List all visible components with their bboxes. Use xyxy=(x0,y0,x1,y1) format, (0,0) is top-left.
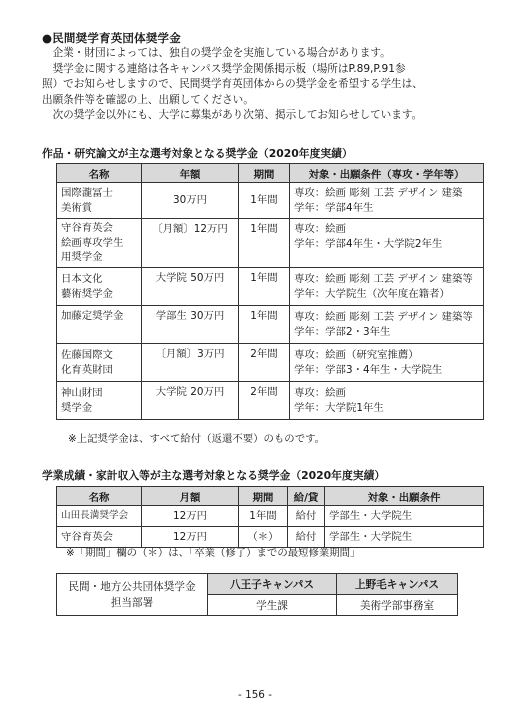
table-row xyxy=(57,382,484,420)
col-period: 期間 xyxy=(239,487,288,506)
section1-title: 作品・研究論文が主な選考対象となる奨学金（2020年度実績） xyxy=(42,147,353,160)
row-amount: 〔月額〕12万円 xyxy=(142,219,239,268)
section2-note: ※「期間」欄の（＊）は、「卒業（修了）までの最短修業期間」 xyxy=(66,547,361,559)
table-row xyxy=(57,344,484,382)
office-campus-hachioji: 八王子キャンパス xyxy=(208,574,337,595)
row-name: 国際瀧冨士 美術賞 xyxy=(57,183,142,219)
office-row-header xyxy=(57,574,458,595)
col-period: 期間 xyxy=(239,164,290,183)
row-amount: 大学院 50万円 xyxy=(142,268,239,306)
row-amount: 〔月額〕3万円 xyxy=(142,344,239,382)
row-conditions: 専攻：絵画（研究室推薦） 学年：学部3・4年生・大学院生 xyxy=(290,344,484,382)
row-conditions: 学部生・大学院生 xyxy=(325,506,484,527)
col-type: 給/貸 xyxy=(288,487,325,506)
row-amount: 学部生 30万円 xyxy=(142,306,239,344)
intro-paragraph-2c: 出願条件等を確認の上、出願してください。 xyxy=(42,93,254,106)
intro-paragraph-2b: 照）でお知らせしますので、民間奨学育英団体からの奨学金を希望する学生は、 xyxy=(42,78,423,91)
table-row xyxy=(57,306,484,344)
col-conditions: 対象・出願条件（専攻・学年等） xyxy=(290,164,484,183)
row-period: 2年間 xyxy=(239,344,290,382)
office-dept-kaminoge: 美術学部事務室 xyxy=(337,595,458,616)
col-name: 名称 xyxy=(57,164,142,183)
intro-paragraph-1: 企業・財団によっては、独自の奨学金を実施している場合があります。 xyxy=(52,47,391,59)
table-header-row xyxy=(57,487,484,506)
page-number: - 156 - xyxy=(238,689,272,701)
row-conditions: 専攻：絵画 彫刻 工芸 デザイン 建築 学年：学部4年生 xyxy=(290,183,484,219)
row-name: 佐藤国際文 化育英財団 xyxy=(57,344,142,382)
row-name: 加藤定奨学金 xyxy=(57,306,142,344)
row-type: 給付 xyxy=(288,527,325,548)
row-name: 守谷育英会 xyxy=(57,527,142,548)
row-period: 1年間 xyxy=(239,268,290,306)
row-name: 山田長満奨学会 xyxy=(57,506,142,527)
row-amount: 12万円 xyxy=(142,527,239,548)
col-amount: 年額 xyxy=(142,164,239,183)
row-period: 1年間 xyxy=(239,219,290,268)
table-row xyxy=(57,506,484,527)
office-dept-hachioji: 学生課 xyxy=(208,595,337,616)
row-conditions: 学部生・大学院生 xyxy=(325,527,484,548)
table-row xyxy=(57,183,484,219)
row-type: 給付 xyxy=(288,506,325,527)
intro-paragraph-3: 次の奨学金以外にも、大学に募集があり次第、掲示してお知らせしています。 xyxy=(52,109,423,122)
office-table xyxy=(56,573,458,616)
row-conditions: 専攻：絵画 学年：大学院1年生 xyxy=(290,382,484,420)
intro-paragraph-2a: 奨学金に関する連絡は各キャンパス奨学金関係掲示板（場所はP.89,P.91参 xyxy=(52,62,406,75)
row-name: 神山財団 奨学金 xyxy=(57,382,142,420)
section1-note: ※上記奨学金は、すべて給付（返還不要）のものです。 xyxy=(68,433,326,445)
table-header-row xyxy=(57,164,484,183)
row-conditions: 専攻：絵画 彫刻 工芸 デザイン 建築等 学年：大学院生（次年度在籍者） xyxy=(290,268,484,306)
row-conditions: 専攻：絵画 学年：学部4年生・大学院2年生 xyxy=(290,219,484,268)
office-campus-kaminoge: 上野毛キャンパス xyxy=(337,574,458,595)
row-amount: 大学院 20万円 xyxy=(142,382,239,420)
scholarship-table-works xyxy=(56,163,484,420)
row-name: 日本文化 藝術奨学金 xyxy=(57,268,142,306)
row-conditions: 専攻：絵画 彫刻 工芸 デザイン 建築等 学年：学部2・3年生 xyxy=(290,306,484,344)
row-period: 1年間 xyxy=(239,506,288,527)
office-label: 民間・地方公共団体奨学金 担当部署 xyxy=(57,574,208,616)
row-period: 2年間 xyxy=(239,382,290,420)
section-heading: ●民間奨学育英団体奨学金 xyxy=(42,31,181,45)
row-period: 1年間 xyxy=(239,306,290,344)
col-conditions: 対象・出願条件 xyxy=(325,487,484,506)
col-name: 名称 xyxy=(57,487,142,506)
row-period: （＊） xyxy=(239,527,288,548)
table-row xyxy=(57,219,484,268)
table-row xyxy=(57,268,484,306)
intro-text xyxy=(42,46,482,124)
section2-title: 学業成績・家計収入等が主な選考対象となる奨学金（2020年度実績） xyxy=(42,469,386,482)
row-period: 1年間 xyxy=(239,183,290,219)
row-name: 守谷育英会 絵画専攻学生 用奨学金 xyxy=(57,219,142,268)
scholarship-table-grades xyxy=(56,486,484,548)
col-amount: 月額 xyxy=(142,487,239,506)
row-amount: 30万円 xyxy=(142,183,239,219)
row-amount: 12万円 xyxy=(142,506,239,527)
